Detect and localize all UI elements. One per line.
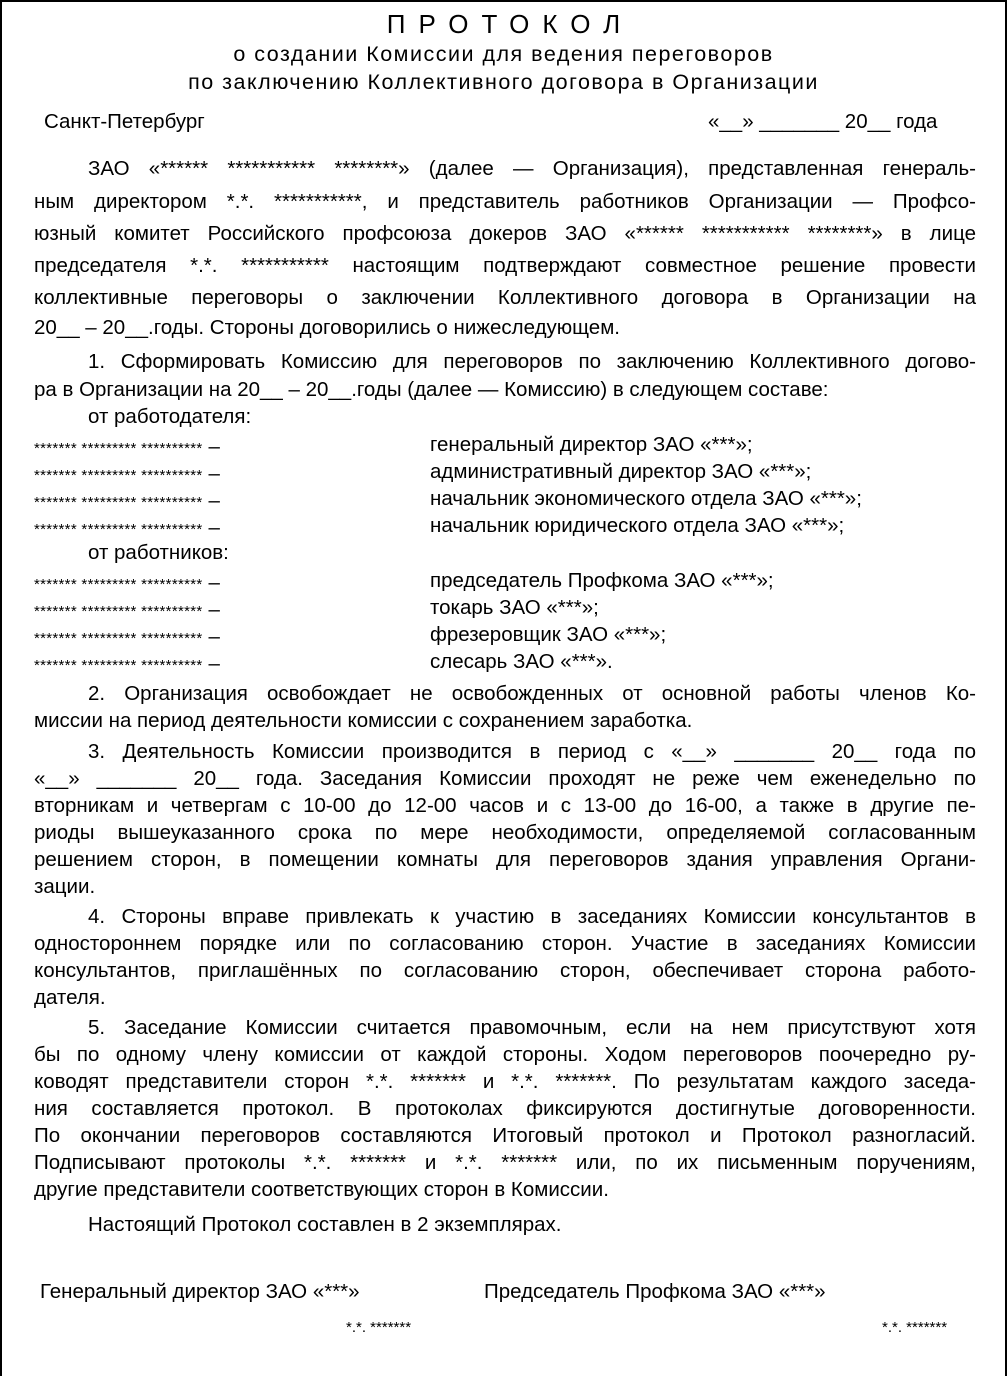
member-name: ******* ********* ********** (34, 657, 203, 674)
item3-line: риоды вышеуказанного срока по мере необходимости, определяемой согласованным (34, 821, 976, 844)
member-role: фрезеровщик ЗАО «***»; (430, 623, 667, 646)
item5-line: По окончании переговоров составляются Итоговый протокол и Протокол разногласий. (34, 1124, 976, 1147)
employees-label: от работников: (88, 541, 229, 564)
item2-line: 2. Организация освобождает не освобожденных от основной работы членов Ко- (88, 682, 976, 705)
member-row (34, 571, 220, 595)
member-name: ******* ********* ********** (34, 521, 203, 538)
signature-right-title: Председатель Профкома ЗАО «***» (484, 1280, 826, 1303)
item4-line: одностороннем порядке или по согласованию сторон. Участие в заседаниях Комиссии (34, 932, 976, 955)
member-dash: – (208, 652, 221, 675)
item5-line: ководят представители сторон *.*. ******* и *.*. *******. По результатам каждого заседа- (34, 1070, 976, 1093)
member-role: начальник экономического отдела ЗАО «***»; (430, 487, 862, 510)
date: «__» _______ 20__ года (708, 110, 938, 133)
item5-line: 5. Заседание Комиссии считается правомочным, если на нем присутствуют хотя (88, 1016, 976, 1039)
member-row (34, 435, 220, 459)
intro-line: юзный комитет Российского профсоюза докеров ЗАО «****** *********** ********» в лице (34, 222, 976, 245)
member-name: ******* ********* ********** (34, 467, 203, 484)
item5-line: ния составляется протокол. В протоколах фиксируются достигнутые договоренности. (34, 1097, 976, 1120)
city: Санкт-Петербург (44, 110, 205, 133)
member-row (34, 516, 220, 540)
item3-line: 3. Деятельность Комиссии производится в период с «__» _______ 20__ года по (88, 740, 976, 763)
item4-line: консультантов, приглашённых по согласованию сторон, обеспечивает сторона работо- (34, 959, 976, 982)
member-name: ******* ********* ********** (34, 576, 203, 593)
closing-text: Настоящий Протокол составлен в 2 экземплярах. (88, 1213, 562, 1236)
member-name: ******* ********* ********** (34, 630, 203, 647)
item2-line-last: миссии на период деятельности комиссии с сохранением заработка. (34, 709, 693, 732)
item3-line-last: зации. (34, 875, 96, 898)
item1-line-last: ра в Организации на 20__ – 20__.годы (далее — Комиссию) в следующем составе: (34, 378, 829, 401)
member-role: генеральный директор ЗАО «***»; (430, 433, 753, 456)
item5-line-last: другие представители соответствующих сторон в Комиссии. (34, 1178, 609, 1201)
member-name: ******* ********* ********** (34, 440, 203, 457)
intro-line: ным директором *.*. ***********, и представитель работников Организации — Профсо- (34, 190, 976, 213)
item3-line: «__» _______ 20__ года. Заседания Комиссии проходят не реже чем еженедельно по (34, 767, 976, 790)
member-role: председатель Профкома ЗАО «***»; (430, 569, 774, 592)
member-role: административный директор ЗАО «***»; (430, 460, 812, 483)
member-dash: – (208, 571, 221, 594)
item4-line: 4. Стороны вправе привлекать к участию в заседаниях Комиссии консультантов в (88, 905, 976, 928)
signature-left-title: Генеральный директор ЗАО «***» (40, 1280, 360, 1303)
intro-line: председателя *.*. *********** настоящим подтверждают совместное решение провести (34, 254, 976, 277)
member-role: начальник юридического отдела ЗАО «***»; (430, 514, 845, 537)
member-row (34, 652, 220, 676)
member-dash: – (208, 489, 221, 512)
member-name: ******* ********* ********** (34, 494, 203, 511)
item3-line: вторникам и четвергам с 10-00 до 12-00 часов и с 13-00 до 16-00, а также в другие пе- (34, 794, 976, 817)
intro-line-last: 20__ – 20__.годы. Стороны договорились о нижеследующем. (34, 316, 620, 339)
member-dash: – (208, 598, 221, 621)
item5-line: Подписывают протоколы *.*. ******* и *.*. ******* или, по их письменным поручениям, (34, 1151, 976, 1174)
signature-left-name: *.*. ******* (346, 1319, 412, 1336)
member-dash: – (208, 435, 221, 458)
member-name: ******* ********* ********** (34, 603, 203, 620)
item4-line-last: дателя. (34, 986, 106, 1009)
member-role: токарь ЗАО «***»; (430, 596, 599, 619)
item3-line: решением сторон, в помещении комнаты для переговоров здания управления Органи- (34, 848, 976, 871)
document-subtitle-line2: по заключению Коллективного договора в Организации (188, 70, 819, 94)
member-row (34, 598, 220, 622)
member-row (34, 625, 220, 649)
employer-label: от работодателя: (88, 405, 252, 428)
member-role: слесарь ЗАО «***». (430, 650, 613, 673)
member-dash: – (208, 462, 221, 485)
document-title: ПРОТОКОЛ (386, 9, 634, 39)
signature-right-name: *.*. ******* (882, 1319, 948, 1336)
member-row (34, 462, 220, 486)
intro-line: коллективные переговоры о заключении Коллективного договора в Организации на (34, 286, 976, 309)
intro-line: ЗАО «****** *********** ********» (далее — Организация), представленная генераль- (88, 157, 976, 180)
item1-line: 1. Сформировать Комиссию для переговоров по заключению Коллективного догово- (88, 350, 976, 373)
item5-line: бы по одному члену комиссии от каждой стороны. Ходом переговоров поочередно ру- (34, 1043, 976, 1066)
document-subtitle-line1: о создании Комиссии для ведения переговоров (233, 42, 774, 66)
member-row (34, 489, 220, 513)
member-dash: – (208, 625, 221, 648)
member-dash: – (208, 516, 221, 539)
